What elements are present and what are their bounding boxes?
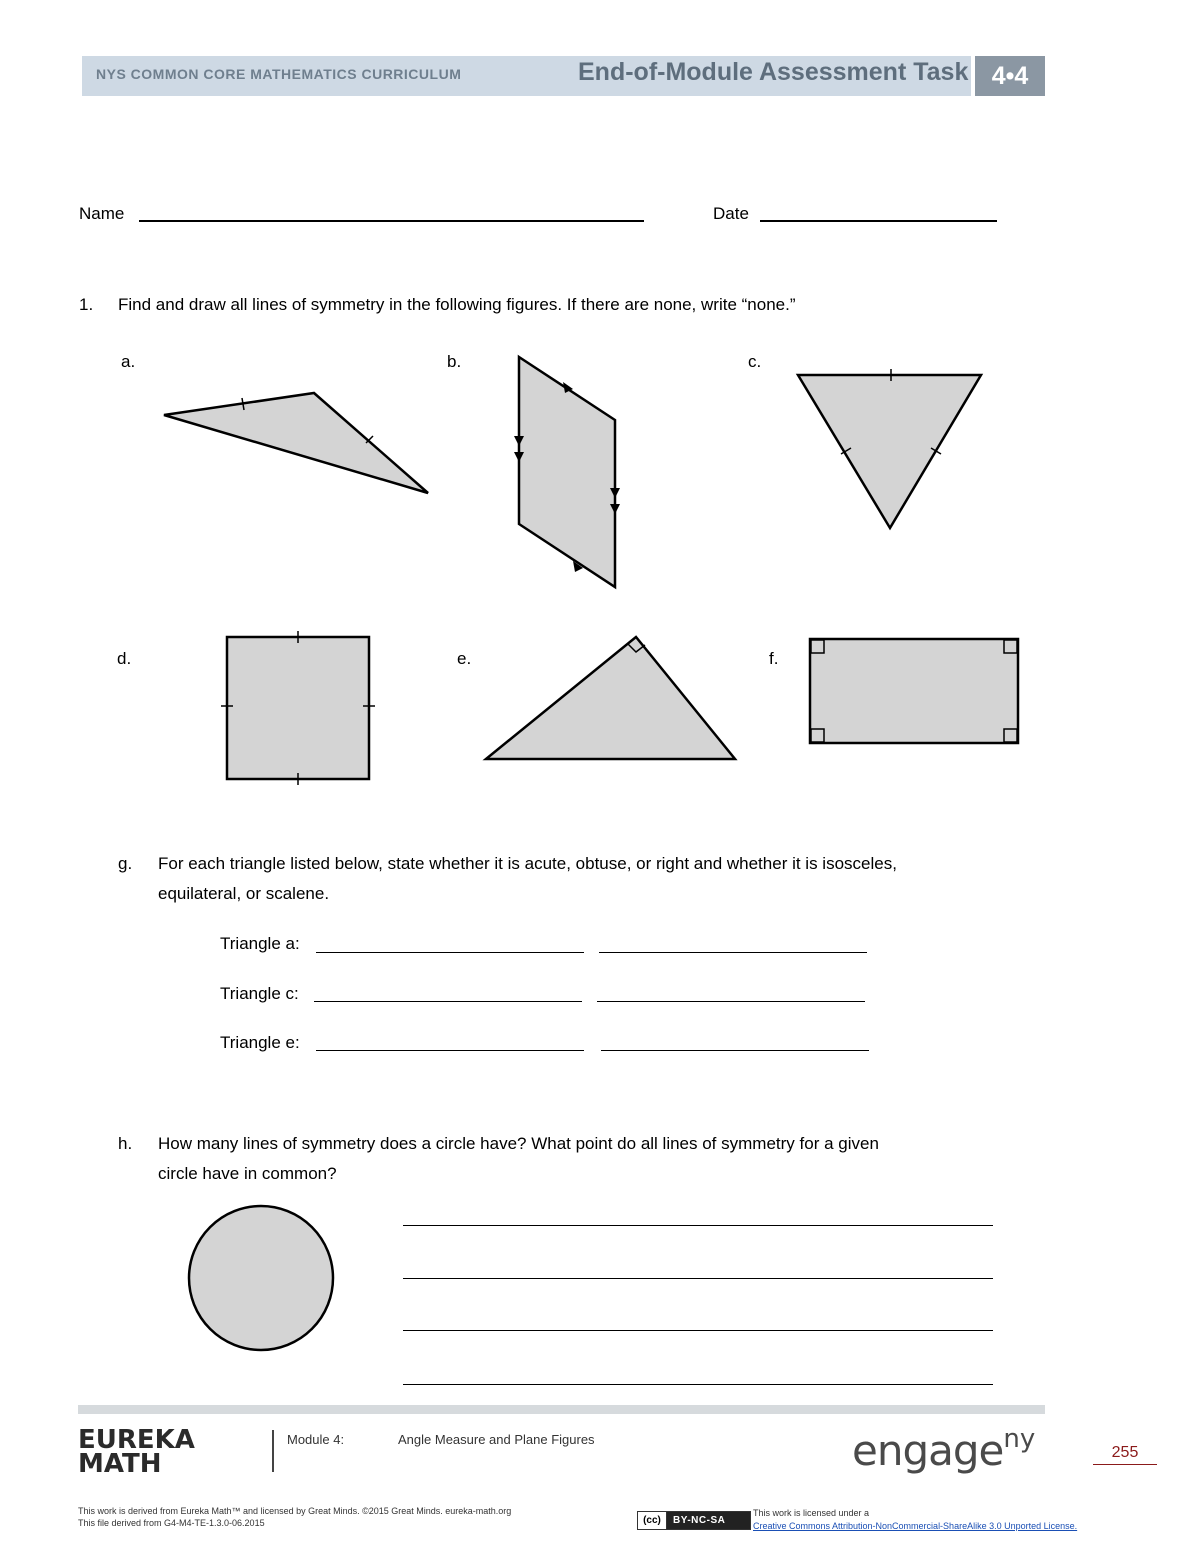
part-g-label: g. <box>118 854 133 873</box>
figure-a-triangle <box>164 393 428 493</box>
answer-line-1[interactable] <box>403 1225 993 1226</box>
question-prompt: Find and draw all lines of symmetry in the following figures. If there are none, write “none.” <box>118 295 796 314</box>
logo-line-1: EUREKA <box>78 1425 195 1455</box>
answer-line-4[interactable] <box>403 1384 993 1385</box>
answer-line-2[interactable] <box>403 1278 993 1279</box>
figure-b-parallelogram <box>514 357 620 587</box>
cc-license-badge <box>637 1511 751 1530</box>
logo-line-2: MATH <box>78 1449 162 1479</box>
answer-line-3[interactable] <box>403 1330 993 1331</box>
triangle-a-sides-field[interactable] <box>599 952 867 953</box>
triangle-c-sides-field[interactable] <box>597 1001 865 1002</box>
figure-h-circle <box>189 1206 333 1350</box>
credit-line-2: This file derived from G4-M4-TE-1.3.0-06.2015 <box>78 1518 265 1528</box>
cc-icon: (cc) <box>638 1512 667 1529</box>
license-link[interactable]: Creative Commons Attribution-NonCommercial-ShareAlike 3.0 Unported License. <box>753 1521 1078 1531</box>
figure-label-b: b. <box>447 352 462 371</box>
triangle-e-label: Triangle e: <box>220 1033 300 1052</box>
figure-label-e: e. <box>457 649 472 668</box>
ny-text: ny <box>1003 1424 1036 1454</box>
triangle-c-label: Triangle c: <box>220 984 299 1003</box>
figure-d-square <box>221 631 375 785</box>
part-g-prompt-line1: For each triangle listed below, state whether it is acute, obtuse, or right and whether it is isosceles, <box>158 854 897 873</box>
figure-e-triangle <box>486 637 735 759</box>
figure-label-f: f. <box>769 649 779 668</box>
module-title: Angle Measure and Plane Figures <box>398 1432 595 1447</box>
question-number: 1. <box>79 295 94 314</box>
figure-label-c: c. <box>748 352 762 371</box>
curriculum-label: NYS COMMON CORE MATHEMATICS CURRICULUM <box>96 66 462 82</box>
triangle-e-sides-field[interactable] <box>601 1050 869 1051</box>
triangle-c-angle-field[interactable] <box>314 1001 582 1002</box>
figure-c-triangle <box>798 369 981 528</box>
engageny-logo <box>852 1424 1035 1475</box>
date-label: Date <box>713 204 749 223</box>
part-h-prompt-line2: circle have in common? <box>158 1164 337 1183</box>
cc-badge-text: BY-NC-SA <box>673 1515 726 1526</box>
figure-f-rectangle <box>810 639 1018 743</box>
license-prefix: This work is licensed under a <box>753 1508 870 1518</box>
part-g-prompt-line2: equilateral, or scalene. <box>158 884 330 903</box>
footer-rule <box>78 1405 1045 1414</box>
part-h-prompt-line1: How many lines of symmetry does a circle have? What point do all lines of symmetry for a given <box>158 1134 879 1153</box>
triangle-a-angle-field[interactable] <box>316 952 584 953</box>
eureka-math-logo <box>78 1425 195 1479</box>
credit-line-1: This work is derived from Eureka Math™ and licensed by Great Minds. ©2015 Great Minds. eureka-math.org <box>78 1506 512 1516</box>
figure-label-d: d. <box>117 649 132 668</box>
page-number: 255 <box>1093 1444 1157 1465</box>
module-label: Module 4: <box>287 1432 345 1447</box>
part-h-label: h. <box>118 1134 133 1153</box>
module-badge: 4•4 <box>975 56 1045 96</box>
triangle-e-angle-field[interactable] <box>316 1050 584 1051</box>
triangle-a-label: Triangle a: <box>220 934 300 953</box>
figure-label-a: a. <box>121 352 136 371</box>
footer-divider <box>272 1430 274 1472</box>
engage-text: engage <box>852 1426 1004 1475</box>
name-label: Name <box>79 204 125 223</box>
page-title: End-of-Module Assessment Task <box>578 58 969 86</box>
